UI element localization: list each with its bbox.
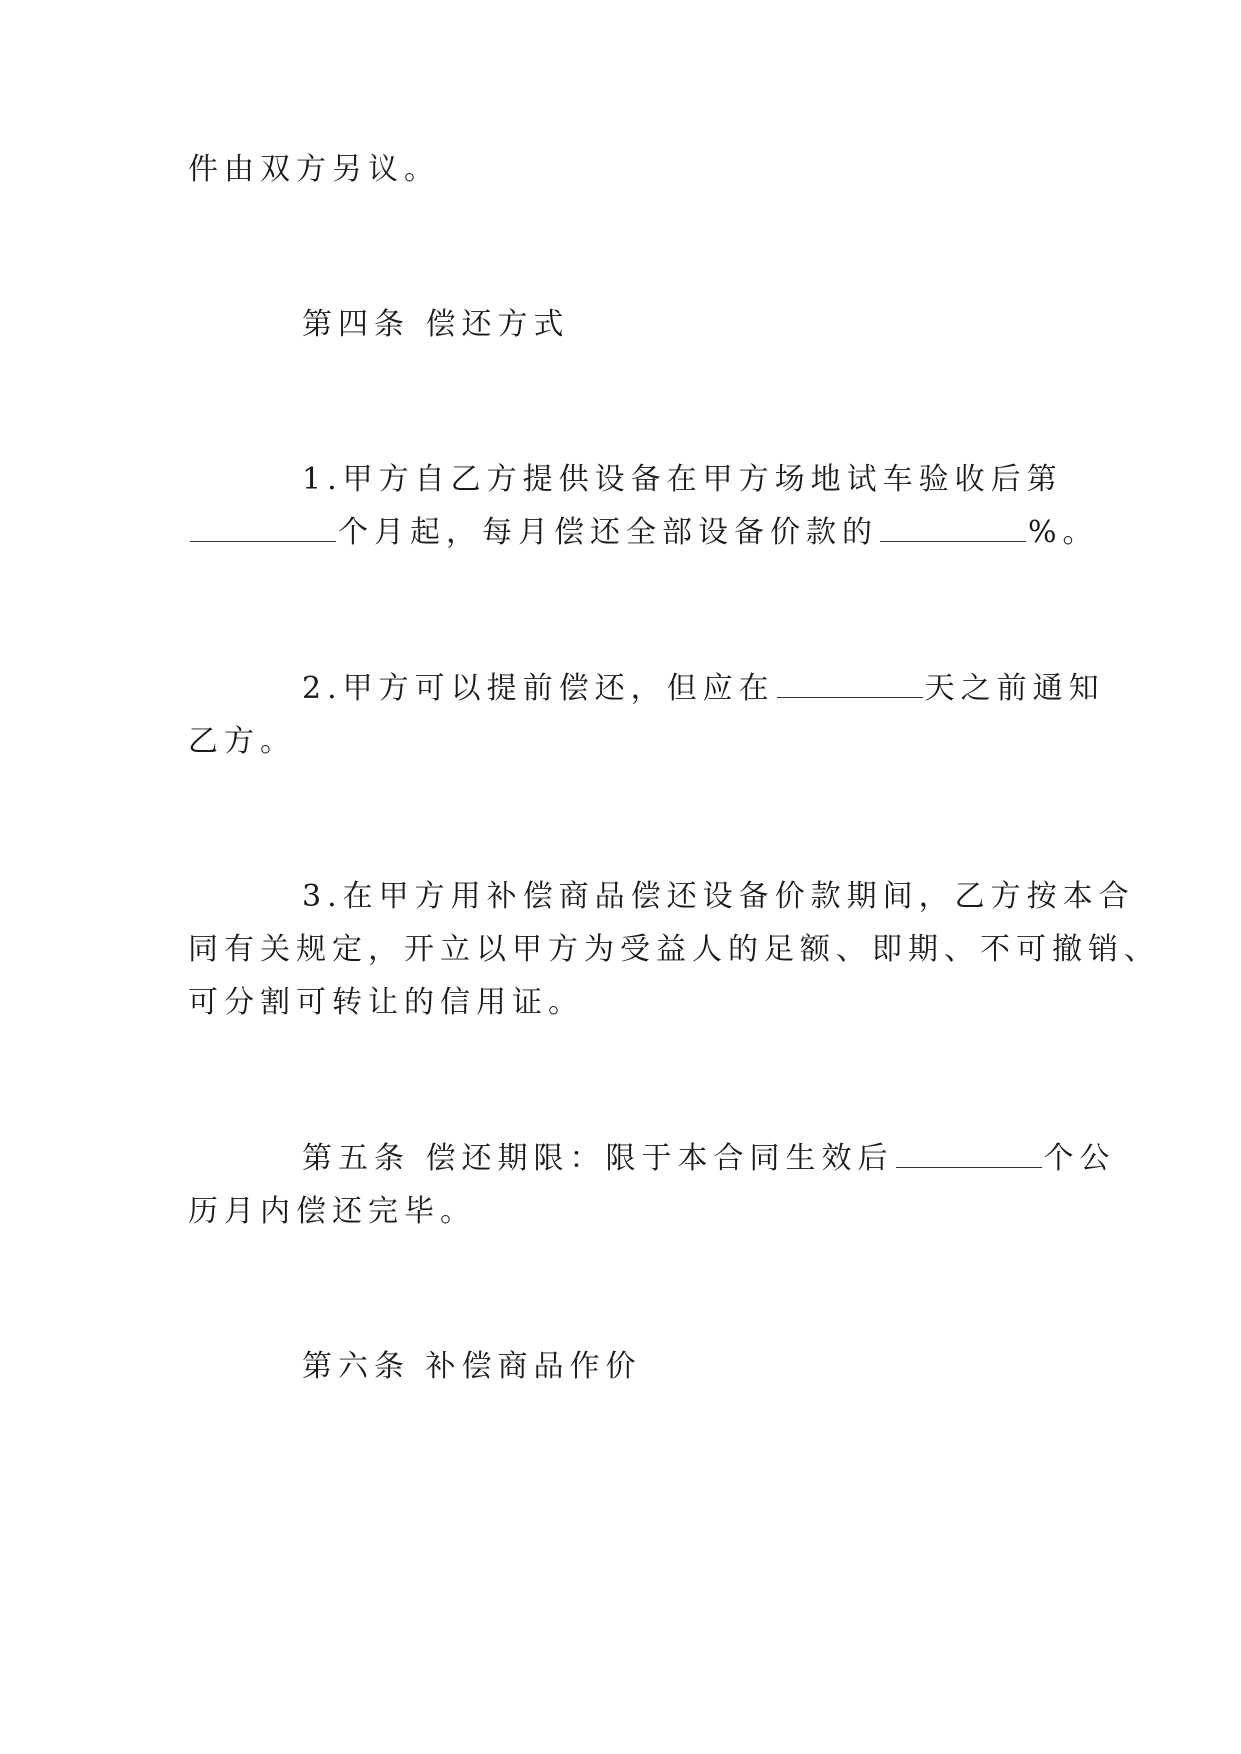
article-5-line-2 [188,1192,1058,1232]
text-segment: 第五条 偿还期限：限于本合同生效后 [302,1141,894,1176]
text-segment: 第四条 偿还方式 [302,307,570,342]
text-segment: 个月起，每月偿还全部设备价款的 [338,515,878,550]
paragraph-line [188,150,1058,190]
article-4-item-3-line-1 [302,877,1135,917]
article-5-line-1 [302,1139,1116,1179]
article-4-item-1-line-2 [188,513,1099,553]
text-segment: %。 [1028,515,1099,550]
text-segment: 可分割可转让的信用证。 [188,985,584,1020]
text-segment: 2.甲方可以提前偿还，但应在 [302,671,775,706]
text-segment: 3.在甲方用补偿商品偿还设备价款期间，乙方按本合 [302,879,1135,914]
article-4-heading [302,305,1058,345]
text-segment: 个公 [1043,1141,1116,1176]
article-4-item-2-line-2 [188,722,1058,762]
article-4-item-3-line-3 [188,983,1058,1023]
text-segment: 乙方。 [188,724,296,759]
article-4-item-1-line-1 [302,460,1063,500]
text-segment: 1.甲方自乙方提供设备在甲方场地试车验收后第 [302,462,1063,497]
text-segment: 第六条 补偿商品作价 [302,1349,642,1384]
article-4-item-2-line-1 [302,669,1105,709]
fill-in-blank [880,515,1026,542]
text-segment: 件由双方另议。 [188,152,440,187]
text-segment: 天之前通知 [924,671,1105,706]
fill-in-blank [777,671,923,698]
text-segment: 历月内偿还完毕。 [188,1194,476,1229]
text-segment: 同有关规定，开立以甲方为受益人的足额、即期、不可撤销、 [188,932,1160,967]
fill-in-blank [896,1141,1042,1168]
article-4-item-3-line-2 [188,930,1160,970]
fill-in-blank [190,515,336,542]
article-6-heading [302,1347,1058,1387]
